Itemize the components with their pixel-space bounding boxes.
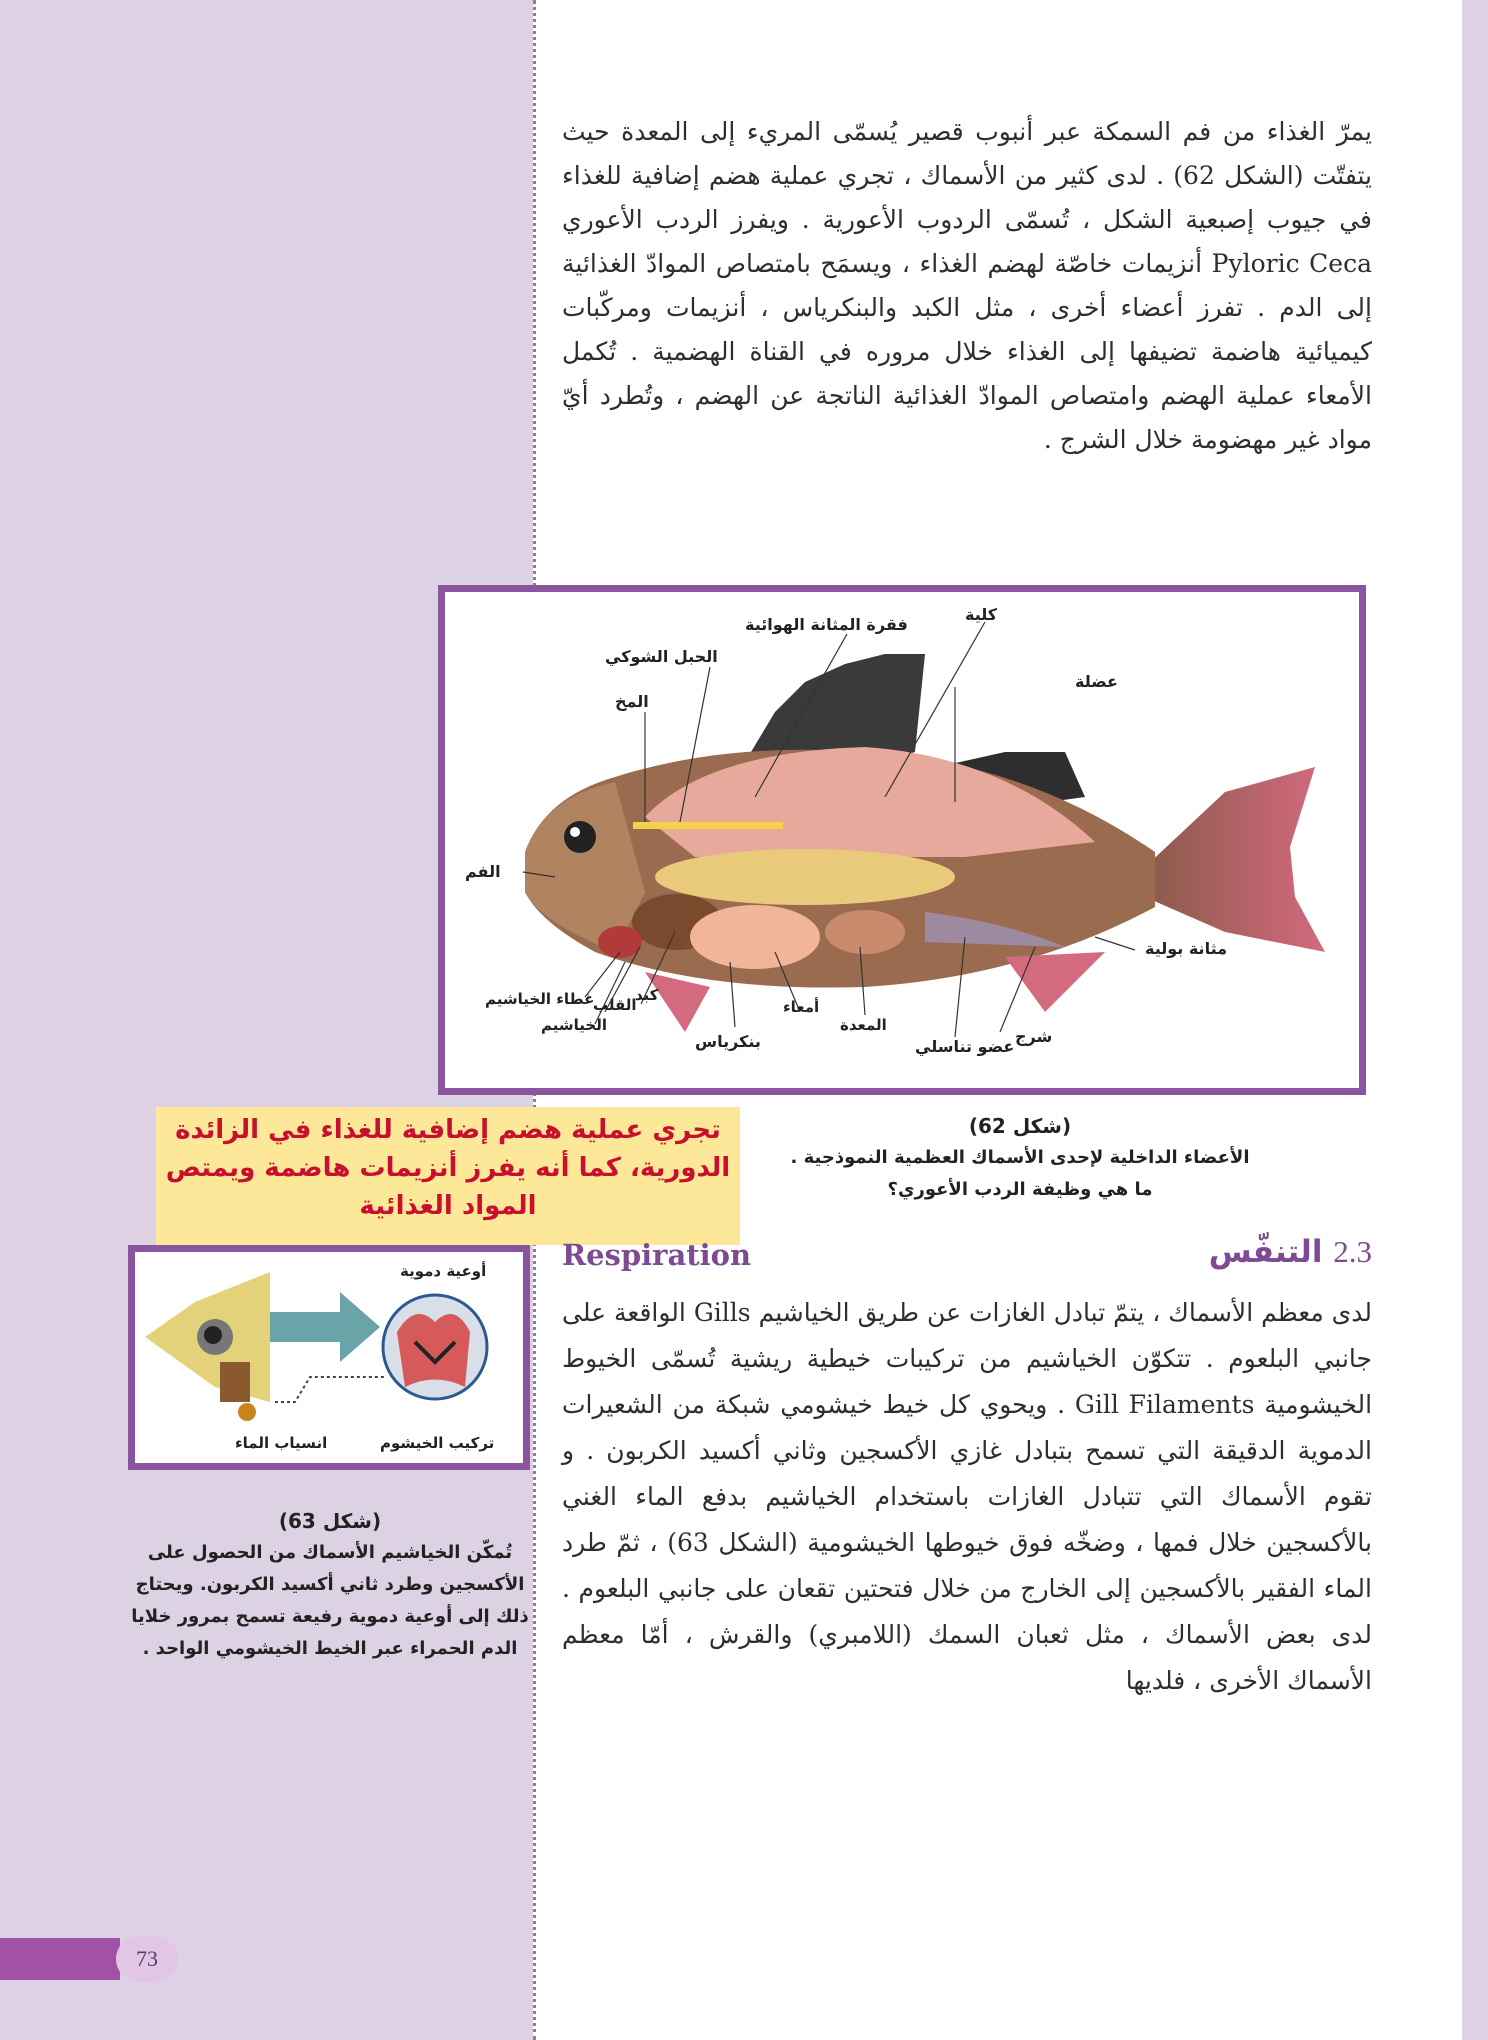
label-mouth: الفم <box>465 862 501 881</box>
figure-63-number: (شكل 63) <box>278 1509 382 1533</box>
label-brain: المخ <box>615 692 649 711</box>
water-flow-arrow <box>270 1292 380 1362</box>
right-margin-strip <box>1462 0 1488 2040</box>
tail-fin <box>1145 767 1325 952</box>
figure-63-frame <box>128 1245 530 1470</box>
swim-bladder-shape <box>655 849 955 905</box>
label-intestines: أمعاء <box>783 998 820 1016</box>
label-urinary-bladder: مثانة بولية <box>1145 939 1228 958</box>
label-reproductive-organ: عضو تناسلي <box>915 1037 1015 1056</box>
figure-62-caption <box>760 1110 1280 1206</box>
label-gills: الخياشيم <box>541 1016 607 1034</box>
section-title-en: Respiration <box>562 1238 752 1272</box>
label-pancreas: بنكرياس <box>695 1032 761 1051</box>
fish-eye <box>564 821 596 853</box>
label-spinal-cord: الحبل الشوكي <box>605 647 718 666</box>
page-number: 73 <box>116 1936 178 1982</box>
figure-63-caption <box>130 1505 530 1665</box>
figure-62-number: (شكل 62) <box>968 1114 1072 1138</box>
figure-62-frame <box>438 585 1366 1095</box>
gill-illustration <box>135 1252 523 1463</box>
label-liver: كبد <box>635 986 659 1004</box>
label-swim-bladder-vertebra: فقرة المثانة الهوائية <box>745 615 908 634</box>
figure-62-question: ما هي وظيفة الردب الأعوري؟ <box>887 1179 1153 1200</box>
label-blood-vessels: أوعية دموية <box>400 1262 487 1280</box>
answer-callout: تجري عملية هضم إضافية للغذاء في الزائدة الدورية، كما أنه يفرز أنزيمات هاضمة ويمتص المواد الغذائية <box>156 1107 740 1245</box>
label-water-flow: انسياب الماء <box>235 1434 328 1452</box>
stomach-shape <box>825 910 905 954</box>
label-muscle: عضلة <box>1075 672 1118 691</box>
page-number-bar <box>0 1938 120 1980</box>
label-stomach: المعدة <box>840 1016 887 1034</box>
gill-cover-shape <box>220 1362 250 1402</box>
respiration-paragraph: لدى معظم الأسماك ، يتمّ تبادل الغازات عن طريق الخياشيم Gills الواقعة على جانبي البلعوم . تتكوّن الخياشيم من تركيبات خيطية ريشية تُسمّى الخيوط الخيشومية Gill Filaments . ويحوي كل خيط خيشومي شبكة من الشعيرات الدموية الدقيقة التي تسمح بتبادل غازي الأكسجين وثاني أكسيد الكربون . و تقوم الأسماك التي تتبادل الغازات باستخدام الخياشيم بدفع الماء الغني بالأكسجين خلال فمها ، وضخّه فوق خيوطها الخيشومية (الشكل 63) ، ثمّ طرد الماء الفقير بالأكسجين إلى الخارج من خلال فتحتين تقعان على جانبي البلعوم . لدى بعض الأسماك ، مثل ثعبان السمك (اللامبري) والقرش ، أمّا معظم الأسماك الأخرى ، فلديها <box>562 1298 1373 1695</box>
fish-anatomy-illustration <box>445 592 1359 1088</box>
label-gill-cover: غطاء الخياشيم <box>485 990 595 1008</box>
section-heading <box>1209 1234 1372 1270</box>
label-heart: القلب <box>593 996 637 1014</box>
label-kidney: كلية <box>965 605 998 624</box>
figure-62-caption-text: الأعضاء الداخلية لإحدى الأسماك العظمية النموذجية . <box>790 1147 1250 1168</box>
intestines-shape <box>690 905 820 969</box>
heart-shape <box>598 926 642 958</box>
intro-paragraph: يمرّ الغذاء من فم السمكة عبر أنبوب قصير يُسمّى المريء إلى المعدة حيث يتفتّت (الشكل 62) . لدى كثير من الأسماك ، تجري عملية هضم إضافية للغذاء في جيوب إصبعية الشكل ، تُسمّى الردوب الأعورية . ويفرز الردب الأعوري Pyloric Ceca أنزيمات خاصّة لهضم الغذاء ، ويسمَح بامتصاص الموادّ الغذائية إلى الدم . تفرز أعضاء أخرى ، مثل الكبد والبنكرياس ، أنزيمات ومركّبات كيميائية هاضمة تضيفها إلى الغذاء خلال مروره في القناة الهضمية . تُكمل الأمعاء عملية الهضم وامتصاص الموادّ الغذائية الناتجة عن الهضم ، وتُطرد أيّ مواد غير مهضومة خلال الشرج . <box>562 117 1372 454</box>
label-anus: شرج <box>1015 1027 1053 1046</box>
section-title-ar: التنفّس <box>1208 1234 1323 1270</box>
figure-63-caption-text: تُمكّن الخياشيم الأسماك من الحصول على الأكسجين وطرد ثاني أكسيد الكربون. ويحتاج ذلك إلى أوعية دموية رفيعة تسمح بمرور خلايا الدم الحمراء عبر الخيط الخيشومي الواحد . <box>131 1542 529 1659</box>
spinal-cord-shape <box>633 822 783 829</box>
section-number: 2.3 <box>1333 1234 1372 1269</box>
label-gill-structure: تركيب الخيشوم <box>380 1434 495 1452</box>
